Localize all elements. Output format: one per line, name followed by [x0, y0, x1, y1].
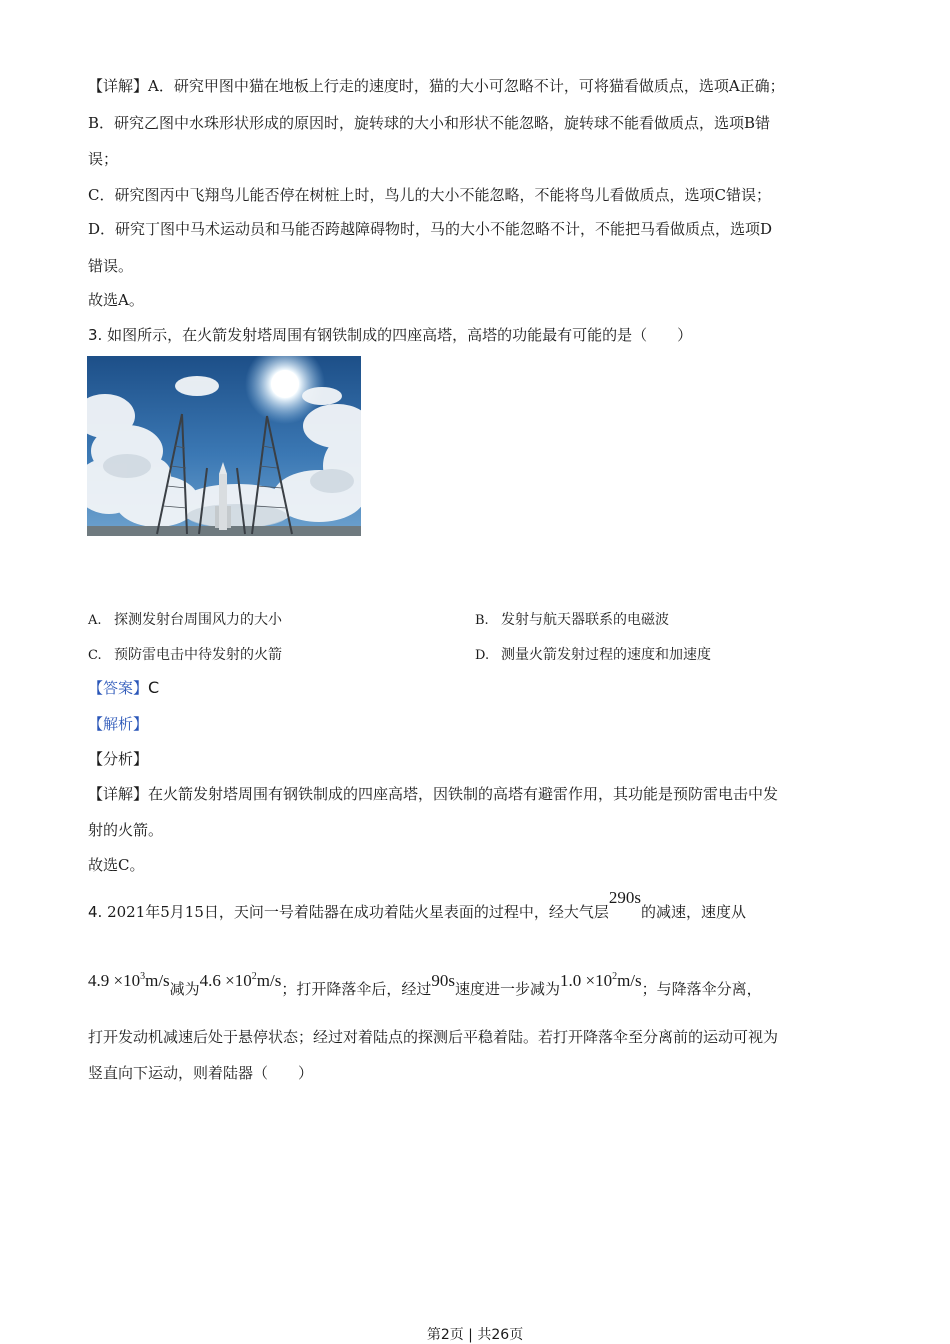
q4-speed-1-exp: 3	[140, 971, 146, 982]
q4-stem-line-4: 竖直向下运动，则着陆器（ ）	[88, 1064, 314, 1082]
q4-speed-3-base: 1.0 ×10	[559, 971, 613, 990]
q3-detail-line-2: 射的火箭。	[88, 821, 164, 839]
q2-detail-line-2: B．研究乙图中水珠形状形成的原因时，旋转球的大小和形状不能忽略，旋转球不能看做质点，选项B错	[88, 114, 771, 132]
q4-speed-3-unit: m/s	[617, 971, 642, 990]
footer-mid: 页 | 共	[449, 1327, 492, 1343]
fenxi-tag: 【分析】	[88, 750, 149, 768]
q4-time-1: 290s	[608, 888, 642, 907]
q4-stem-line-1	[88, 888, 747, 922]
footer-total-pages: 26	[491, 1327, 510, 1343]
q3-option-a-text: 探测发射台周围风力的大小	[114, 612, 282, 628]
q4-mid-1: 减为	[169, 980, 200, 998]
q4-speed-1	[88, 971, 170, 990]
footer-prefix: 第	[426, 1327, 441, 1343]
answer-value: C	[148, 678, 160, 697]
q3-number: 3.	[88, 326, 103, 344]
q4-mid-2: ；打开降落伞后，经过	[281, 980, 432, 998]
q4-number: 4.	[88, 903, 103, 921]
footer-suffix: 页	[509, 1327, 524, 1343]
analysis-tag: 【解析】	[88, 715, 149, 733]
q3-option-d-text: 测量火箭发射过程的速度和加速度	[501, 647, 711, 663]
q4-stem-b: 的减速，速度从	[641, 903, 747, 921]
q3-choice: 故选C。	[88, 856, 145, 874]
q3-option-a	[88, 610, 282, 631]
q4-speed-2-unit: m/s	[256, 971, 282, 990]
q3-stem-line	[88, 325, 692, 345]
q4-stem-line-3: 打开发动机减速后处于悬停状态；经过对着陆点的探测后平稳着陆。若打开降落伞至分离前的运动可视为	[88, 1028, 779, 1046]
footer-page-number: 2	[440, 1327, 450, 1343]
q3-option-b-key: B.	[475, 613, 489, 628]
q4-speed-3	[560, 971, 642, 990]
answer-tag: 【答案】	[88, 679, 149, 697]
q2-detail-line-5: D．研究丁图中马术运动员和马能否跨越障碍物时，马的大小不能忽略不计，不能把马看做质点，选项D	[88, 220, 773, 238]
q4-speed-2	[200, 971, 282, 990]
q4-speed-2-exp: 2	[251, 971, 257, 982]
q4-speed-2-base: 4.6 ×10	[199, 971, 252, 990]
q3-stem: 如图所示，在火箭发射塔周围有钢铁制成的四座高塔，高塔的功能最有可能的是（ ）	[107, 326, 693, 344]
q3-option-c-key: C.	[88, 648, 102, 663]
q4-mid-3: 速度进一步减为	[454, 980, 560, 998]
q2-detail-line-6: 错误。	[88, 257, 134, 275]
q4-speed-3-exp: 2	[612, 971, 618, 982]
rocket-tower-photo	[87, 356, 361, 536]
q3-option-a-key: A.	[88, 613, 102, 628]
q3-option-c	[88, 645, 282, 666]
q2-detail-line-1: 【详解】A．研究甲图中猫在地板上行走的速度时，猫的大小可忽略不计，可将猫看做质点，选项A正确；	[88, 77, 785, 95]
q4-speed-1-base: 4.9 ×10	[88, 971, 141, 990]
page-footer	[0, 1324, 950, 1344]
q4-speed-1-unit: m/s	[145, 971, 170, 990]
q2-detail-line-3: 误；	[88, 150, 119, 168]
q4-time-2: 90s	[431, 971, 455, 990]
q4-stem-a: 2021年5月15日，天问一号着陆器在成功着陆火星表面的过程中，经大气层	[107, 903, 609, 921]
q3-option-b	[475, 610, 669, 631]
q4-stem-line-2	[88, 971, 762, 999]
q3-detail-line-1: 【详解】在火箭发射塔周围有钢铁制成的四座高塔，因铁制的高塔有避雷作用，其功能是预防雷电击中发	[88, 785, 779, 803]
q3-option-d-key: D.	[475, 648, 490, 663]
q3-option-d	[475, 645, 711, 666]
q3-option-b-text: 发射与航天器联系的电磁波	[501, 612, 669, 628]
q3-answer	[88, 678, 159, 698]
q3-option-c-text: 预防雷电击中待发射的火箭	[114, 647, 282, 663]
q2-choice: 故选A。	[88, 291, 144, 309]
q4-mid-4: ；与降落伞分离，	[641, 980, 762, 998]
q2-detail-line-4: C．研究图丙中飞翔鸟儿能否停在树桩上时，鸟儿的大小不能忽略，不能将鸟儿看做质点，选项C错误；	[88, 186, 771, 204]
